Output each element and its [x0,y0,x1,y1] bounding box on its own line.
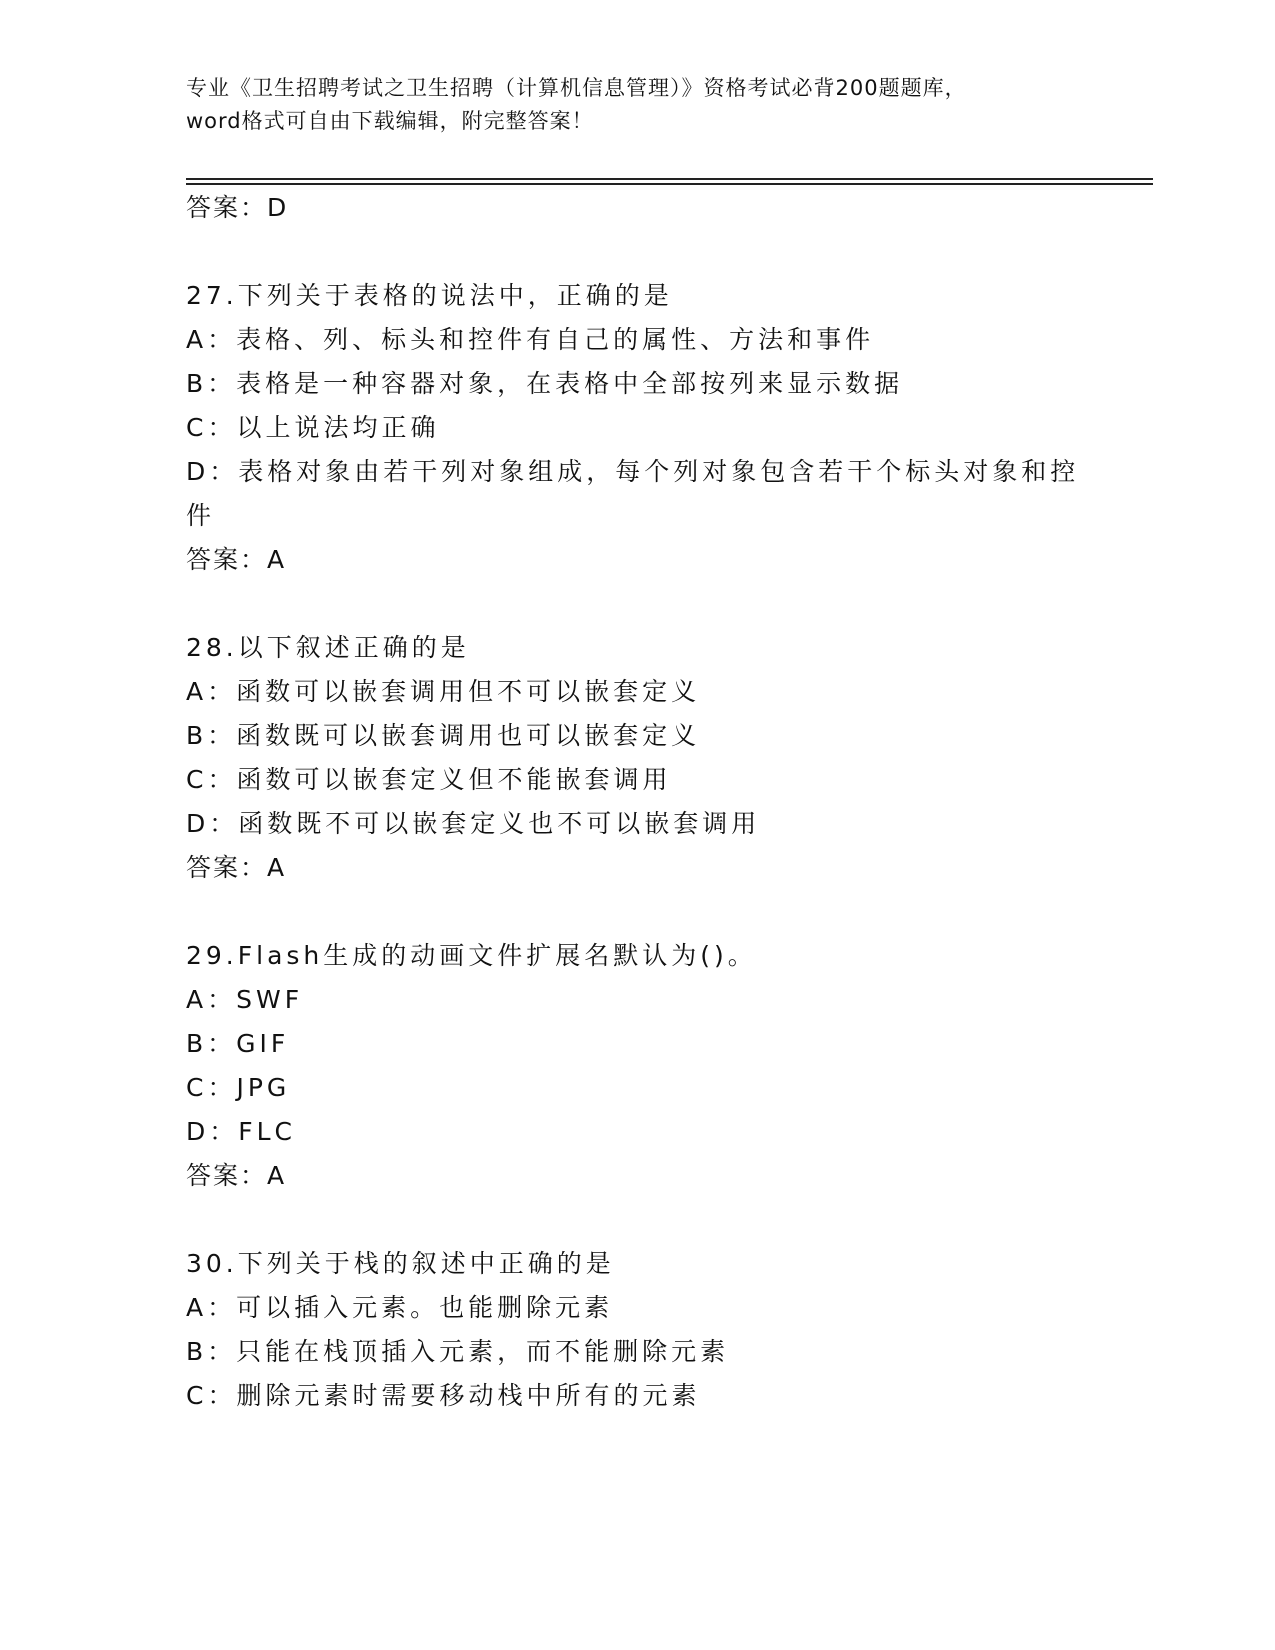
question-28-option-b: B：函数既可以嵌套调用也可以嵌套定义 [186,721,701,750]
question-27-option-d-continued: 件 [186,501,216,530]
question-28-answer: 答案：A [186,853,287,882]
question-27-option-a: A：表格、列、标头和控件有自己的属性、方法和事件 [186,325,875,354]
question-28-option-c: C：函数可以嵌套定义但不能嵌套调用 [186,765,672,794]
header-divider-top [186,178,1153,180]
question-29-option-b: B：GIF [186,1029,290,1058]
question-27-option-b: B：表格是一种容器对象，在表格中全部按列来显示数据 [186,369,904,398]
question-27-option-d: D：表格对象由若干列对象组成，每个列对象包含若干个标头对象和控 [186,457,1080,486]
question-27-answer: 答案：A [186,545,287,574]
header-line-1: 专业《卫生招聘考试之卫生招聘（计算机信息管理）》资格考试必背200题题库， [186,76,967,100]
question-29-option-a: A：SWF [186,985,304,1014]
question-29-option-d: D：FLC [186,1117,297,1146]
header-line-2: word格式可自由下载编辑，附完整答案！ [186,109,594,133]
question-29-stem: 29.Flash生成的动画文件扩展名默认为()。 [186,941,757,970]
question-29-answer: 答案：A [186,1161,287,1190]
question-28-stem: 28.以下叙述正确的是 [186,633,470,662]
question-29-option-c: C：JPG [186,1073,291,1102]
question-27-stem: 27.下列关于表格的说法中，正确的是 [186,281,673,310]
question-28-option-a: A：函数可以嵌套调用但不可以嵌套定义 [186,677,701,706]
question-30-stem: 30.下列关于栈的叙述中正确的是 [186,1249,615,1278]
question-30-option-b: B：只能在栈顶插入元素，而不能删除元素 [186,1337,730,1366]
question-28-option-d: D：函数既不可以嵌套定义也不可以嵌套调用 [186,809,761,838]
question-30-option-a: A：可以插入元素。也能删除元素 [186,1293,614,1322]
previous-answer: 答案：D [186,193,289,222]
question-27-option-c: C：以上说法均正确 [186,413,440,442]
header-divider-bottom [186,183,1153,185]
question-30-option-c: C：删除元素时需要移动栈中所有的元素 [186,1381,701,1410]
document-header [186,72,1086,138]
